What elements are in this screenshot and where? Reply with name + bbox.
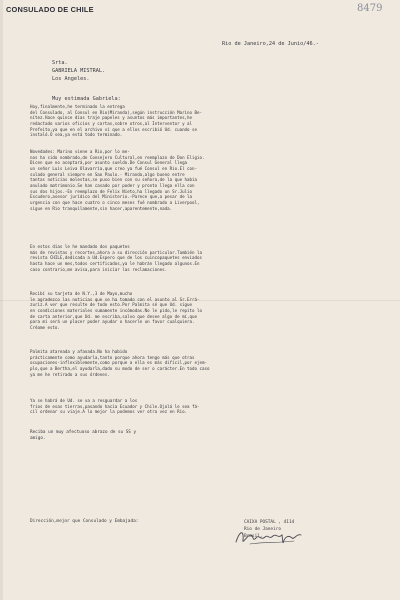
paragraph-palmita: Palmita atareada y afanada.No ha habido prácticamente como ayudarla,tanto porque ahora tengo más que otras ocupaciones-inflexiblemente,como porque a ella es más difícil,por ejem- plo,que a Bertha,el ayudarla,dado su modo de ser o carácter.En todo caso ya me he retirado a sus órdenes. xyxy=(30,349,210,377)
address-note: Dirección,mejor que Consulado y Embajada: xyxy=(30,519,139,524)
paragraph-novedades: Novedades: Marino viene a Rio,por lo me- nos ha sido nombrado,de Consejero Cultural,en reemplazo de Don Eligio. Dicen que no aceptará,por asunto sueldo.De Consul General llega un señor Luis Leiva Olavarría,que creo ya fué Consul en Rio.El con- sulado general siempre en Sao Paulo.- Miranda,algo bueno entre tantas noticias molestas,se puso bien con su señora,de la que había anulado matrimonio.Se han casado por poder y pronto llega ella con sus dos hijos.-En reemplazo de Felix Nieto,ha llegado un Sr.Julio Escudero,asesor jurídico del Ministerio.-Parece que,a pesar de la urgencia con que hace cuatro o cinco meses fué nombrado a Liverpool, sigue en Rio tranquilamente,sin hacer,aparentemente,nada. xyxy=(30,149,205,211)
letter-date: Rio de Janeiro,24 de Junio/46.- xyxy=(222,41,319,47)
paragraph-paquetes: En estos días le he mandado dos paquetes más de revistas y recortes,ahora a su dirección particular.También la revista CHILE,dedicada a Ud.Espero que de los cuincopaquetes enviados hasta hace un mes,todos certificados,ya le habrán llegado algunos.En caso contrario,me avisa,para iniciar las reclamaciones. xyxy=(30,244,203,272)
closing: Reciba un muy afectuoso abrazo de su SS y amigo. xyxy=(30,430,137,441)
recipient-name: GABRIELA MISTRAL. xyxy=(52,68,106,74)
recipient-block xyxy=(52,59,105,83)
signature xyxy=(232,488,312,510)
paragraph-tarjeta: Recibí su tarjeta de N.Y.,3 de Mayo,mucho le agradezco las noticias que se ha tomado con el asunto al Sr.Errá- zuriz.A ver que resulte de todo esto.Por Palmita sé que Ud. sigue en condiciones materiales sumamente incómodas.No le pido,le repito lo de carta anterior,que Ud. me escriba,salvo que desee algo de mí,que para mí será un placer poder ayudar o hacerle un favor cualquiera. Créame esto. xyxy=(30,291,203,330)
recipient-city: Los Angeles. xyxy=(52,76,90,82)
paragraph-viaje: Ya se habrá de Ud. se va a resguardar a los fríos de esas tierras,pasando hacia Ecuador y Chile.Ojalá le sea fá- cil ordenar su viaje.A lo mejor la podemos ver otra vez en Rio. xyxy=(30,398,200,415)
paragraph-entrega: Hoy,finalmente,he terminado la entrega del Consulado, al Consul en Rio(Miranda),según instrucción Marino Be- nítez.Hace quince días traje papeles y asuntos más importantes,he redactado varios oficios y cartas,sobre otros,al Interventor y al Prefeito,ya que en el archivo ví que a ellos escribió Ud. cuando se instaló.O sea,ya está todo terminado. xyxy=(30,104,203,138)
archive-number: 8479 xyxy=(357,3,383,14)
salutation: Muy estimada Gabriela: xyxy=(52,96,121,102)
letterhead: CONSULADO DE CHILE xyxy=(6,5,94,14)
recipient-title: Srta. xyxy=(52,60,68,66)
postal-address: CAIXA POSTAL , 4114 Rio de Janeiro Brasil. xyxy=(244,520,295,539)
